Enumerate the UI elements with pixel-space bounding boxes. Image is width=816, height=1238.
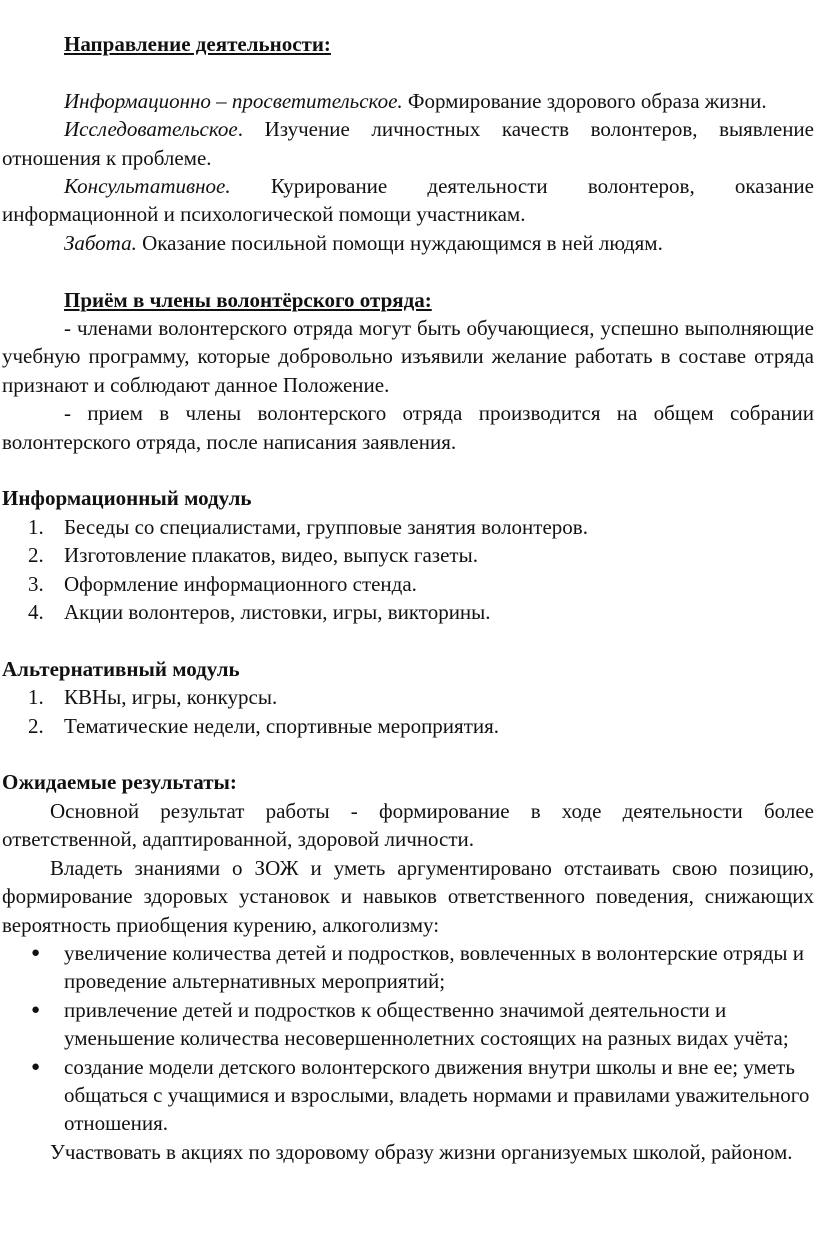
list-number: 1. bbox=[28, 685, 44, 710]
direction-item bbox=[2, 229, 814, 257]
info-module-list bbox=[2, 513, 814, 627]
list-item-text: Беседы со специалистами, групповые занятия волонтеров. bbox=[64, 514, 588, 539]
direction-text: Формирование здорового образа жизни. bbox=[402, 88, 767, 113]
list-number: 2. bbox=[28, 543, 44, 568]
direction-name: Исследовательское bbox=[64, 117, 238, 142]
bullet-icon: ● bbox=[31, 944, 41, 961]
admission-paragraph: - прием в члены волонтерского отряда производится на общем собрании волонтерского отряда, после написания заявления. bbox=[2, 401, 814, 454]
direction-text: . Изучение личностных качеств волонтеров, выявление отношения к проблеме. bbox=[2, 117, 814, 170]
bullet-text: привлечение детей и подростков к общественно значимой деятельности и уменьшение количества несовершеннолетних состоящих на разных видах учёта; bbox=[64, 997, 789, 1051]
list-item bbox=[28, 570, 814, 598]
direction-item bbox=[2, 115, 814, 172]
results-bullet-list bbox=[2, 939, 814, 1138]
list-item-text: Оформление информационного стенда. bbox=[64, 571, 417, 596]
direction-item bbox=[2, 172, 814, 229]
heading-directions: Направление деятельности: bbox=[64, 32, 331, 56]
bullet-text: увеличение количества детей и подростков, вовлеченных в волонтерские отряды и проведение альтернативных мероприятий; bbox=[64, 940, 805, 994]
direction-name: Консультативное. bbox=[64, 174, 231, 199]
spacer bbox=[2, 58, 814, 86]
heading-info-module: Информационный модуль bbox=[2, 486, 252, 511]
direction-name: Информационно – просветительское. bbox=[64, 88, 403, 113]
heading-admission: Приём в члены волонтёрского отряда: bbox=[64, 287, 432, 312]
bullet-item bbox=[31, 996, 814, 1053]
results-paragraph: Владеть знаниями о ЗОЖ и уметь аргументировано отстаивать свою позицию, формирование здоровых установок и навыков ответственного поведения, снижающих вероятность приобщения курению, алкоголизму: bbox=[2, 855, 814, 937]
spacer bbox=[2, 257, 814, 285]
list-number: 1. bbox=[28, 514, 44, 539]
list-item-text: КВНы, игры, конкурсы. bbox=[64, 685, 278, 710]
bullet-item bbox=[31, 1053, 814, 1138]
bullet-icon: ● bbox=[31, 1058, 41, 1075]
list-item bbox=[28, 712, 814, 740]
bullet-item bbox=[31, 939, 814, 996]
direction-item bbox=[2, 87, 814, 115]
list-number: 4. bbox=[28, 600, 44, 625]
list-item bbox=[28, 541, 814, 569]
alt-module-list bbox=[2, 683, 814, 740]
direction-text: Курирование деятельности волонтеров, оказание информационной и психологической помощи участникам. bbox=[2, 174, 814, 227]
list-item bbox=[28, 683, 814, 711]
bullet-text: создание модели детского волонтерского движения внутри школы и вне ее; уметь общаться с учащимися и взрослыми, владеть нормами и правилами уважительного отношения. bbox=[64, 1054, 810, 1136]
direction-name: Забота. bbox=[64, 230, 137, 255]
heading-alt-module: Альтернативный модуль bbox=[2, 656, 240, 681]
list-number: 3. bbox=[28, 571, 44, 596]
heading-results: Ожидаемые результаты: bbox=[2, 770, 237, 795]
bullet-icon: ● bbox=[31, 1001, 41, 1018]
spacer bbox=[2, 740, 814, 768]
list-item bbox=[28, 513, 814, 541]
list-item-text: Изготовление плакатов, видео, выпуск газеты. bbox=[64, 543, 478, 568]
spacer bbox=[2, 626, 814, 654]
admission-paragraph: - членами волонтерского отряда могут быть обучающиеся, успешно выполняющие учебную программу, которые добровольно изъявили желание работать в составе отряда признают и соблюдают данное Положение. bbox=[2, 316, 814, 397]
list-item-text: Тематические недели, спортивные мероприятия. bbox=[64, 713, 500, 738]
results-paragraph: Основной результат работы - формирование в ходе деятельности более ответственной, адаптированной, здоровой личности. bbox=[2, 798, 814, 852]
results-paragraph: Участвовать в акциях по здоровому образу жизни организуемых школой, районом. bbox=[50, 1139, 793, 1164]
spacer bbox=[2, 456, 814, 484]
direction-text: Оказание посильной помощи нуждающимся в ней людям. bbox=[136, 230, 663, 255]
list-item bbox=[28, 598, 814, 626]
list-number: 2. bbox=[28, 713, 44, 738]
list-item-text: Акции волонтеров, листовки, игры, викторины. bbox=[64, 600, 491, 625]
